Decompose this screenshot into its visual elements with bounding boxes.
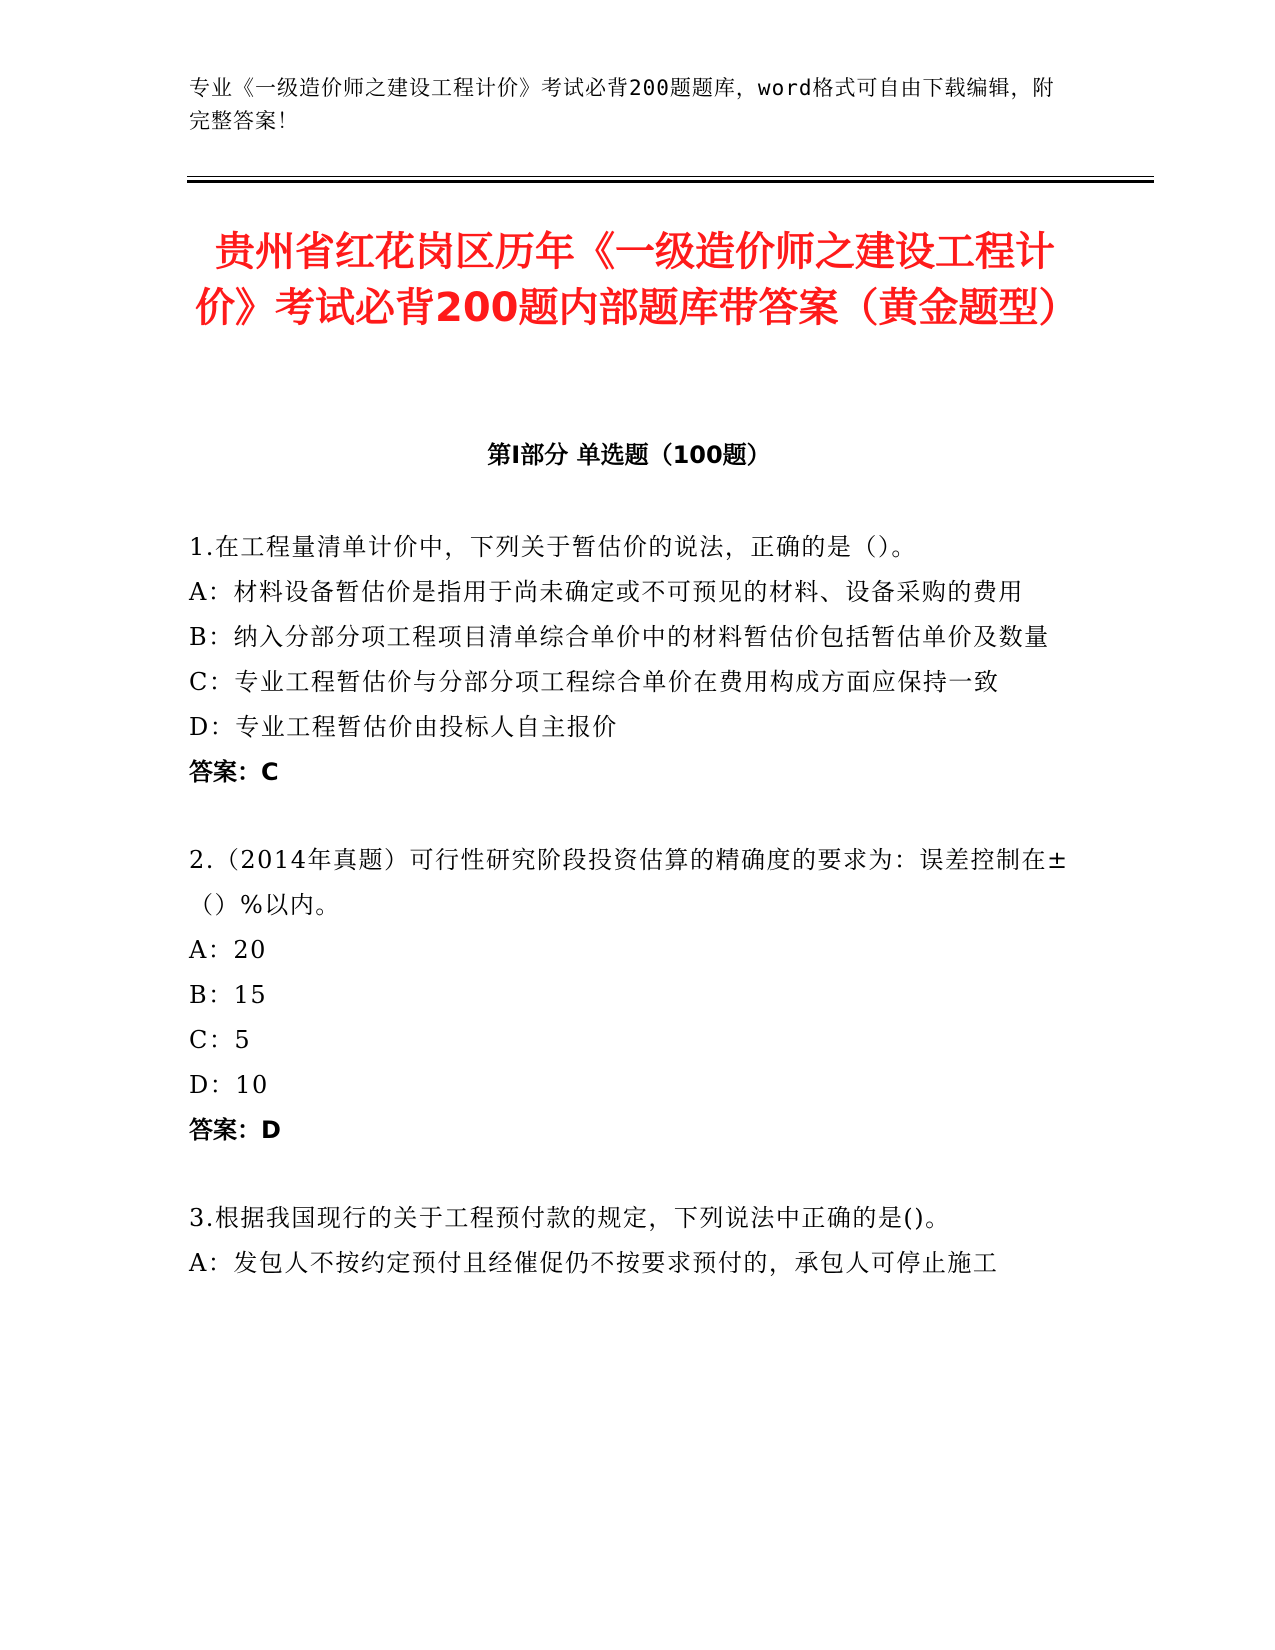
question-list <box>189 525 1069 1329</box>
option-d: D：专业工程暂估价由投标人自主报价 <box>189 713 618 741</box>
question-stem: 3.根据我国现行的关于工程预付款的规定，下列说法中正确的是()。 <box>189 1204 951 1232</box>
option-a: A：20 <box>189 936 267 964</box>
question-3 <box>189 1196 1069 1286</box>
question-2 <box>189 838 1069 1153</box>
option-b: B：纳入分部分项工程项目清单综合单价中的材料暂估价包括暂估单价及数量 <box>189 623 1050 651</box>
document-title: 贵州省红花岗区历年《一级造价师之建设工程计价》考试必背200题内部题库带答案（黄金题型） <box>195 229 1079 331</box>
option-c: C：5 <box>189 1026 252 1054</box>
header-note: 专业《一级造价师之建设工程计价》考试必背200题题库，word格式可自由下载编辑，附完整答案！ <box>189 76 1055 133</box>
option-a: A：发包人不按约定预付且经催促仍不按要求预付的，承包人可停止施工 <box>189 1249 999 1277</box>
answer: 答案：C <box>189 758 279 786</box>
question-stem: 1.在工程量清单计价中，下列关于暂估价的说法，正确的是（）。 <box>189 533 917 561</box>
option-a: A：材料设备暂估价是指用于尚未确定或不可预见的材料、设备采购的费用 <box>189 578 1024 606</box>
option-b: B：15 <box>189 981 268 1009</box>
question-1 <box>189 525 1069 795</box>
header-divider-thick <box>187 180 1154 183</box>
section-heading: 第Ⅰ部分 单选题（100题） <box>487 441 771 469</box>
option-d: D：10 <box>189 1071 269 1099</box>
question-stem: 2.（2014年真题）可行性研究阶段投资估算的精确度的要求为：误差控制在±（）%以内。 <box>189 846 1069 919</box>
header-divider-thin <box>187 176 1154 177</box>
option-c: C：专业工程暂估价与分部分项工程综合单价在费用构成方面应保持一致 <box>189 668 1000 696</box>
answer: 答案：D <box>189 1116 281 1144</box>
